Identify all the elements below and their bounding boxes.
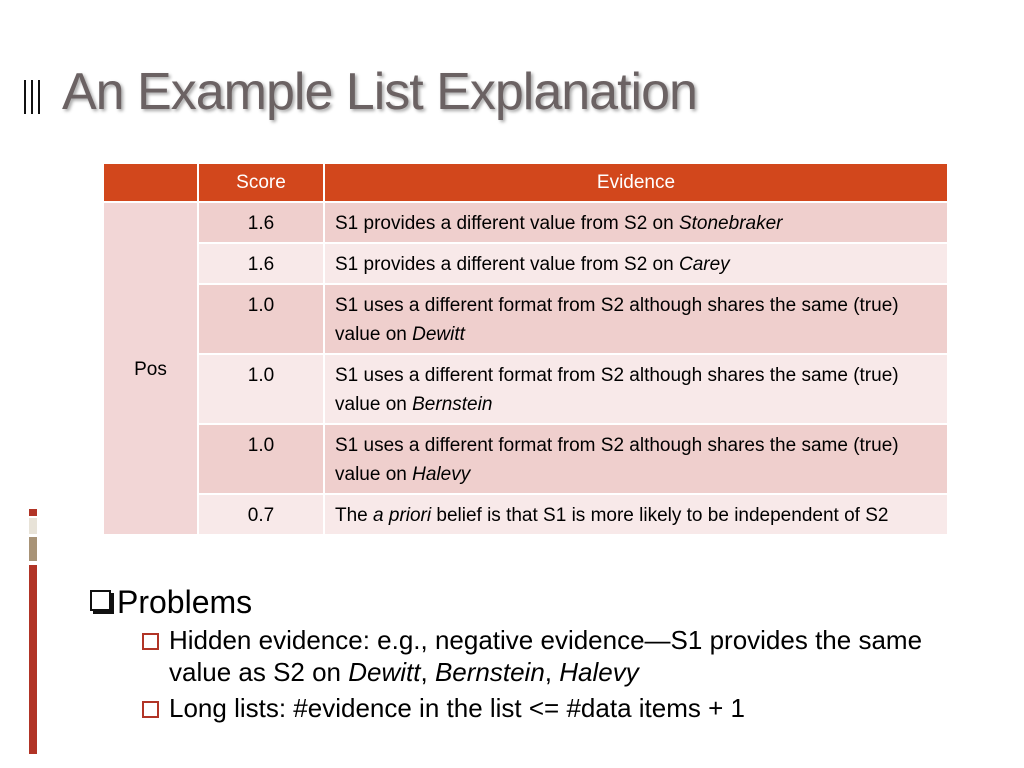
table-row — [103, 202, 948, 243]
score-cell: 1.0 — [198, 424, 324, 494]
title-bullet-icon — [24, 80, 40, 114]
checkbox-bullet-icon — [90, 590, 111, 611]
evidence-cell: S1 uses a different format from S2 although shares the same (true) value on Dewitt — [324, 284, 948, 354]
table-row — [103, 243, 948, 284]
table-row — [103, 284, 948, 354]
table-row — [103, 354, 948, 424]
score-cell: 1.0 — [198, 354, 324, 424]
group-label-pos: Pos — [103, 202, 198, 535]
checkbox-bullet-icon — [142, 633, 159, 650]
evidence-table — [102, 162, 949, 536]
evidence-cell: S1 provides a different value from S2 on Stonebraker — [324, 202, 948, 243]
evidence-cell: S1 uses a different format from S2 although shares the same (true) value on Bernstein — [324, 354, 948, 424]
accent-bar-segment — [29, 509, 37, 516]
bullet-text: Hidden evidence: e.g., negative evidence—S1 provides the same value as S2 on Dewitt, Bernstein, Halevy — [169, 625, 923, 687]
evidence-cell: The a priori belief is that S1 is more likely to be independent of S2 — [324, 494, 948, 535]
header-empty — [103, 163, 198, 202]
bullet-heading-text: Problems — [117, 584, 253, 620]
score-cell: 0.7 — [198, 494, 324, 535]
bullet-heading — [88, 582, 988, 622]
slide-title: An Example List Explanation — [62, 63, 697, 121]
bullet-list — [88, 582, 988, 728]
accent-bar-segment — [29, 518, 37, 534]
score-cell: 1.6 — [198, 202, 324, 243]
bullet-text: Long lists: #evidence in the list <= #data items + 1 — [169, 693, 745, 723]
score-cell: 1.6 — [198, 243, 324, 284]
evidence-cell: S1 uses a different format from S2 although shares the same (true) value on Halevy — [324, 424, 948, 494]
header-evidence: Evidence — [324, 163, 948, 202]
table-row — [103, 424, 948, 494]
table-header-row — [103, 163, 948, 202]
header-score: Score — [198, 163, 324, 202]
table-row — [103, 494, 948, 535]
checkbox-bullet-icon — [142, 701, 159, 718]
score-cell: 1.0 — [198, 284, 324, 354]
evidence-cell: S1 provides a different value from S2 on Carey — [324, 243, 948, 284]
accent-bar-segment — [29, 537, 37, 561]
accent-bar — [29, 565, 37, 754]
list-item — [140, 624, 988, 688]
list-item — [140, 692, 988, 724]
